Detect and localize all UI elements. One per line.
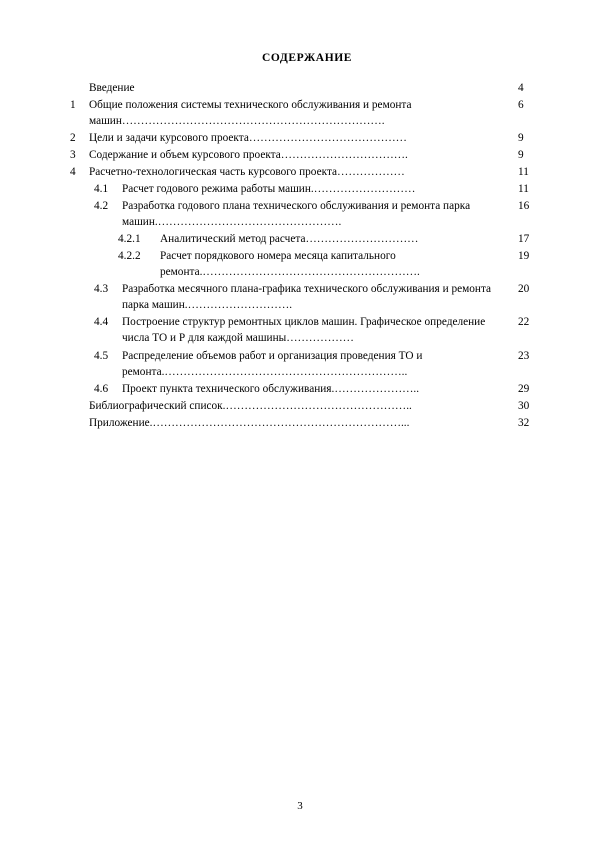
toc-entry-title: Проект пункта технического обслуживания.…………………..	[122, 382, 420, 395]
toc-entry-number: 3	[70, 149, 76, 162]
toc-entry-number: 4.3	[94, 283, 109, 296]
toc-entry[interactable]	[70, 164, 544, 180]
toc-entry-page: 30	[518, 399, 530, 412]
toc-entry-page: 17	[518, 233, 530, 246]
toc-entry[interactable]	[70, 231, 544, 247]
toc-entry-page: 32	[518, 416, 530, 429]
toc-entry-number: 2	[70, 132, 76, 145]
toc-entry[interactable]	[70, 198, 544, 230]
toc-entry[interactable]	[70, 147, 544, 163]
toc-entry-number: 4.6	[94, 382, 109, 395]
page-title: СОДЕРЖАНИЕ	[261, 52, 353, 64]
toc-entry-title: Построение структур ремонтных циклов машин. Графическое определение числа ТО и Р для каждой машины………………	[122, 316, 486, 345]
toc-entry-page: 19	[518, 250, 530, 263]
toc-entry-page: 11	[518, 183, 529, 196]
toc-entry[interactable]	[70, 80, 544, 96]
toc-entry-title: Аналитический метод расчета…………………………	[160, 233, 419, 246]
toc-entry[interactable]	[70, 415, 544, 431]
toc-entry-page: 6	[518, 99, 524, 112]
toc-entry-page: 29	[518, 382, 530, 395]
toc-entry-page: 22	[518, 316, 530, 329]
table-of-contents	[70, 80, 544, 431]
toc-entry[interactable]	[70, 181, 544, 197]
toc-entry-title: Распределение объемов работ и организация проведения ТО и ремонта.………………………………………………………..	[122, 349, 423, 378]
toc-entry-number: 4.4	[94, 316, 109, 329]
toc-entry-title: Расчетно-технологическая часть курсового проекта………………	[89, 166, 405, 179]
toc-entry-page: 11	[518, 166, 529, 179]
toc-entry-page: 9	[518, 132, 524, 145]
toc-entry-title: Библиографический список.…………………………………………..	[89, 399, 412, 412]
toc-entry-page: 4	[518, 82, 524, 94]
toc-entry[interactable]	[70, 248, 544, 280]
toc-entry-number: 4.2.1	[118, 233, 141, 246]
toc-entry[interactable]	[70, 130, 544, 146]
toc-entry-title: Цели и задачи курсового проекта……………………………………	[89, 132, 407, 145]
toc-entry-number: 4	[70, 166, 76, 179]
toc-entry-page: 9	[518, 149, 524, 162]
toc-entry[interactable]	[70, 348, 544, 380]
toc-entry-number: 4.1	[94, 183, 109, 196]
toc-entry-title: Введение	[89, 82, 135, 94]
toc-entry-title: Приложение.…………………………………………………………...	[89, 416, 410, 429]
toc-entry-number: 1	[70, 99, 76, 112]
toc-entry[interactable]	[70, 97, 544, 129]
toc-entry-number: 4.2.2	[118, 250, 141, 263]
toc-entry-number: 4.5	[94, 349, 109, 362]
toc-entry-title: Расчет годового режима работы машин.………………………	[122, 183, 416, 196]
toc-entry-page: 23	[518, 349, 530, 362]
toc-entry-title: Общие положения системы технического обслуживания и ремонта машин…………………………………………………………….	[89, 99, 412, 128]
toc-entry-title: Разработка месячного плана-графика технического обслуживания и ремонта парка машин.……………………….	[122, 283, 492, 312]
toc-entry[interactable]	[70, 398, 544, 414]
toc-entry-title: Расчет порядкового номера месяца капитального ремонта.………………………………………………….	[160, 250, 420, 279]
page-number-footer: 3	[297, 800, 303, 812]
toc-entry[interactable]	[70, 381, 544, 397]
toc-entry-page: 16	[518, 200, 530, 213]
toc-entry[interactable]	[70, 281, 544, 313]
toc-entry-page: 20	[518, 283, 530, 296]
toc-entry-number: 4.2	[94, 200, 109, 213]
toc-entry-title: Содержание и объем курсового проекта…………………………….	[89, 149, 408, 162]
toc-entry[interactable]	[70, 314, 544, 346]
toc-entry-title: Разработка годового плана технического обслуживания и ремонта парка машин.………………………………………….	[122, 200, 471, 229]
